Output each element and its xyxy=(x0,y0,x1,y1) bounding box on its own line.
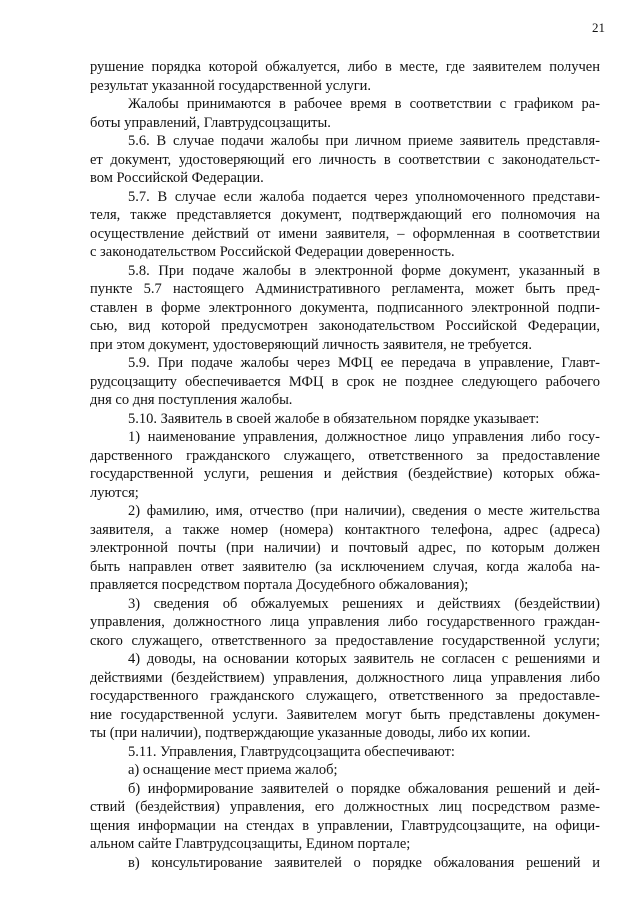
text-line: луются; xyxy=(90,484,139,501)
text-line: результат указанной государственной услуги. xyxy=(90,77,372,94)
text-line: управления, должностного лица управления либо государственного граждан- xyxy=(90,614,600,630)
text-line: рудсоцзащиту обеспечивается МФЦ в срок не позднее следующего рабочего xyxy=(90,373,600,390)
document-body xyxy=(90,58,600,872)
text-line: щения информации на стендах в управлении, Главтрудсоцзащите, на офици- xyxy=(90,817,600,834)
text-line: 5.7. В случае если жалоба подается через уполномоченного представи- xyxy=(128,188,600,205)
text-line: 1) наименование управления, должностное лицо управления либо госу- xyxy=(128,429,600,445)
text-line: а) оснащение мест приема жалоб; xyxy=(128,762,338,778)
text-line: теля, также представляется документ, подтверждающий его полномочия на xyxy=(90,207,600,223)
text-line: быть направлен ответ заявителю (за исключением случая, когда жалоба на- xyxy=(90,558,600,575)
text-line: дня со дня поступления жалобы. xyxy=(90,392,293,408)
text-line: в) консультирование заявителей о порядке обжалования решений и xyxy=(128,854,600,871)
text-line: альном сайте Главтрудсоцзащиты, Едином портале; xyxy=(90,836,411,852)
text-line: 3) сведения об обжалуемых решениях и действиях (бездействии) xyxy=(128,595,600,612)
text-line: государственного гражданского служащего, ответственного за предоставле- xyxy=(90,688,600,704)
text-line: государственной услуги, решения и действия (бездействие) которых обжа- xyxy=(90,466,600,482)
text-line: боты управлений, Главтрудсоцзащиты. xyxy=(90,114,331,131)
text-line: ет документ, удостоверяющий его личность в соответствии с законодательст- xyxy=(90,151,600,168)
text-line: б) информирование заявителей о порядке обжалования решений и дей- xyxy=(128,780,600,797)
text-line: рушение порядка которой обжалуется, либо в месте, где заявителем получен xyxy=(90,59,600,75)
text-line: ние государственной услуги. Заявителем могут быть представлены докумен- xyxy=(90,706,600,723)
text-line: 5.11. Управления, Главтрудсоцзащита обеспечивают: xyxy=(128,743,455,760)
text-line: пункте 5.7 настоящего Административного регламента, может быть пред- xyxy=(90,281,600,297)
text-line: ского служащего, ответственного за предоставление государственной услуги; xyxy=(90,632,600,649)
text-line: 5.8. При подаче жалобы в электронной форме документ, указанный в xyxy=(128,262,600,279)
text-line: ствий (бездействия) управления, его должностных лиц посредством разме- xyxy=(90,799,600,815)
text-line: действиями (бездействием) управления, должностного лица управления либо xyxy=(90,669,600,686)
text-line: при этом документ, удостоверяющий личность заявителя, не требуется. xyxy=(90,336,532,353)
page-number: 21 xyxy=(592,20,605,35)
text-line: ставлен в форме электронного документа, подписанного электронной подпи- xyxy=(90,299,600,316)
text-line: сью, вид которой предусмотрен законодательством Российской Федерации, xyxy=(90,318,600,334)
text-line: электронной почты (при наличии) и почтовый адрес, по которым должен xyxy=(90,540,600,556)
text-line: осуществление действий от имени заявителя, – оформленная в соответствии xyxy=(90,225,600,242)
text-line: 4) доводы, на основании которых заявитель не согласен с решениями и xyxy=(128,651,600,667)
text-line: 5.6. В случае подачи жалобы при личном приеме заявитель представля- xyxy=(128,133,600,149)
text-line: Жалобы принимаются в рабочее время в соответствии с графиком ра- xyxy=(128,96,600,112)
text-line: 2) фамилию, имя, отчество (при наличии), сведения о месте жительства xyxy=(128,503,600,519)
text-line: с законодательством Российской Федерации доверенность. xyxy=(90,244,455,260)
text-line: дарственного гражданского служащего, ответственного за предоставление xyxy=(90,447,600,464)
text-line: ты (при наличии), подтверждающие указанные доводы, либо их копии. xyxy=(90,725,531,741)
text-line: заявителя, а также номер (номера) контактного телефона, адрес (адреса) xyxy=(90,521,600,538)
text-line: правляется посредством портала Досудебного обжалования); xyxy=(90,577,469,593)
text-line: 5.10. Заявитель в своей жалобе в обязательном порядке указывает: xyxy=(128,410,540,427)
text-line: 5.9. При подаче жалобы через МФЦ ее передача в управление, Главт- xyxy=(128,355,600,371)
text-line: вом Российской Федерации. xyxy=(90,170,264,186)
